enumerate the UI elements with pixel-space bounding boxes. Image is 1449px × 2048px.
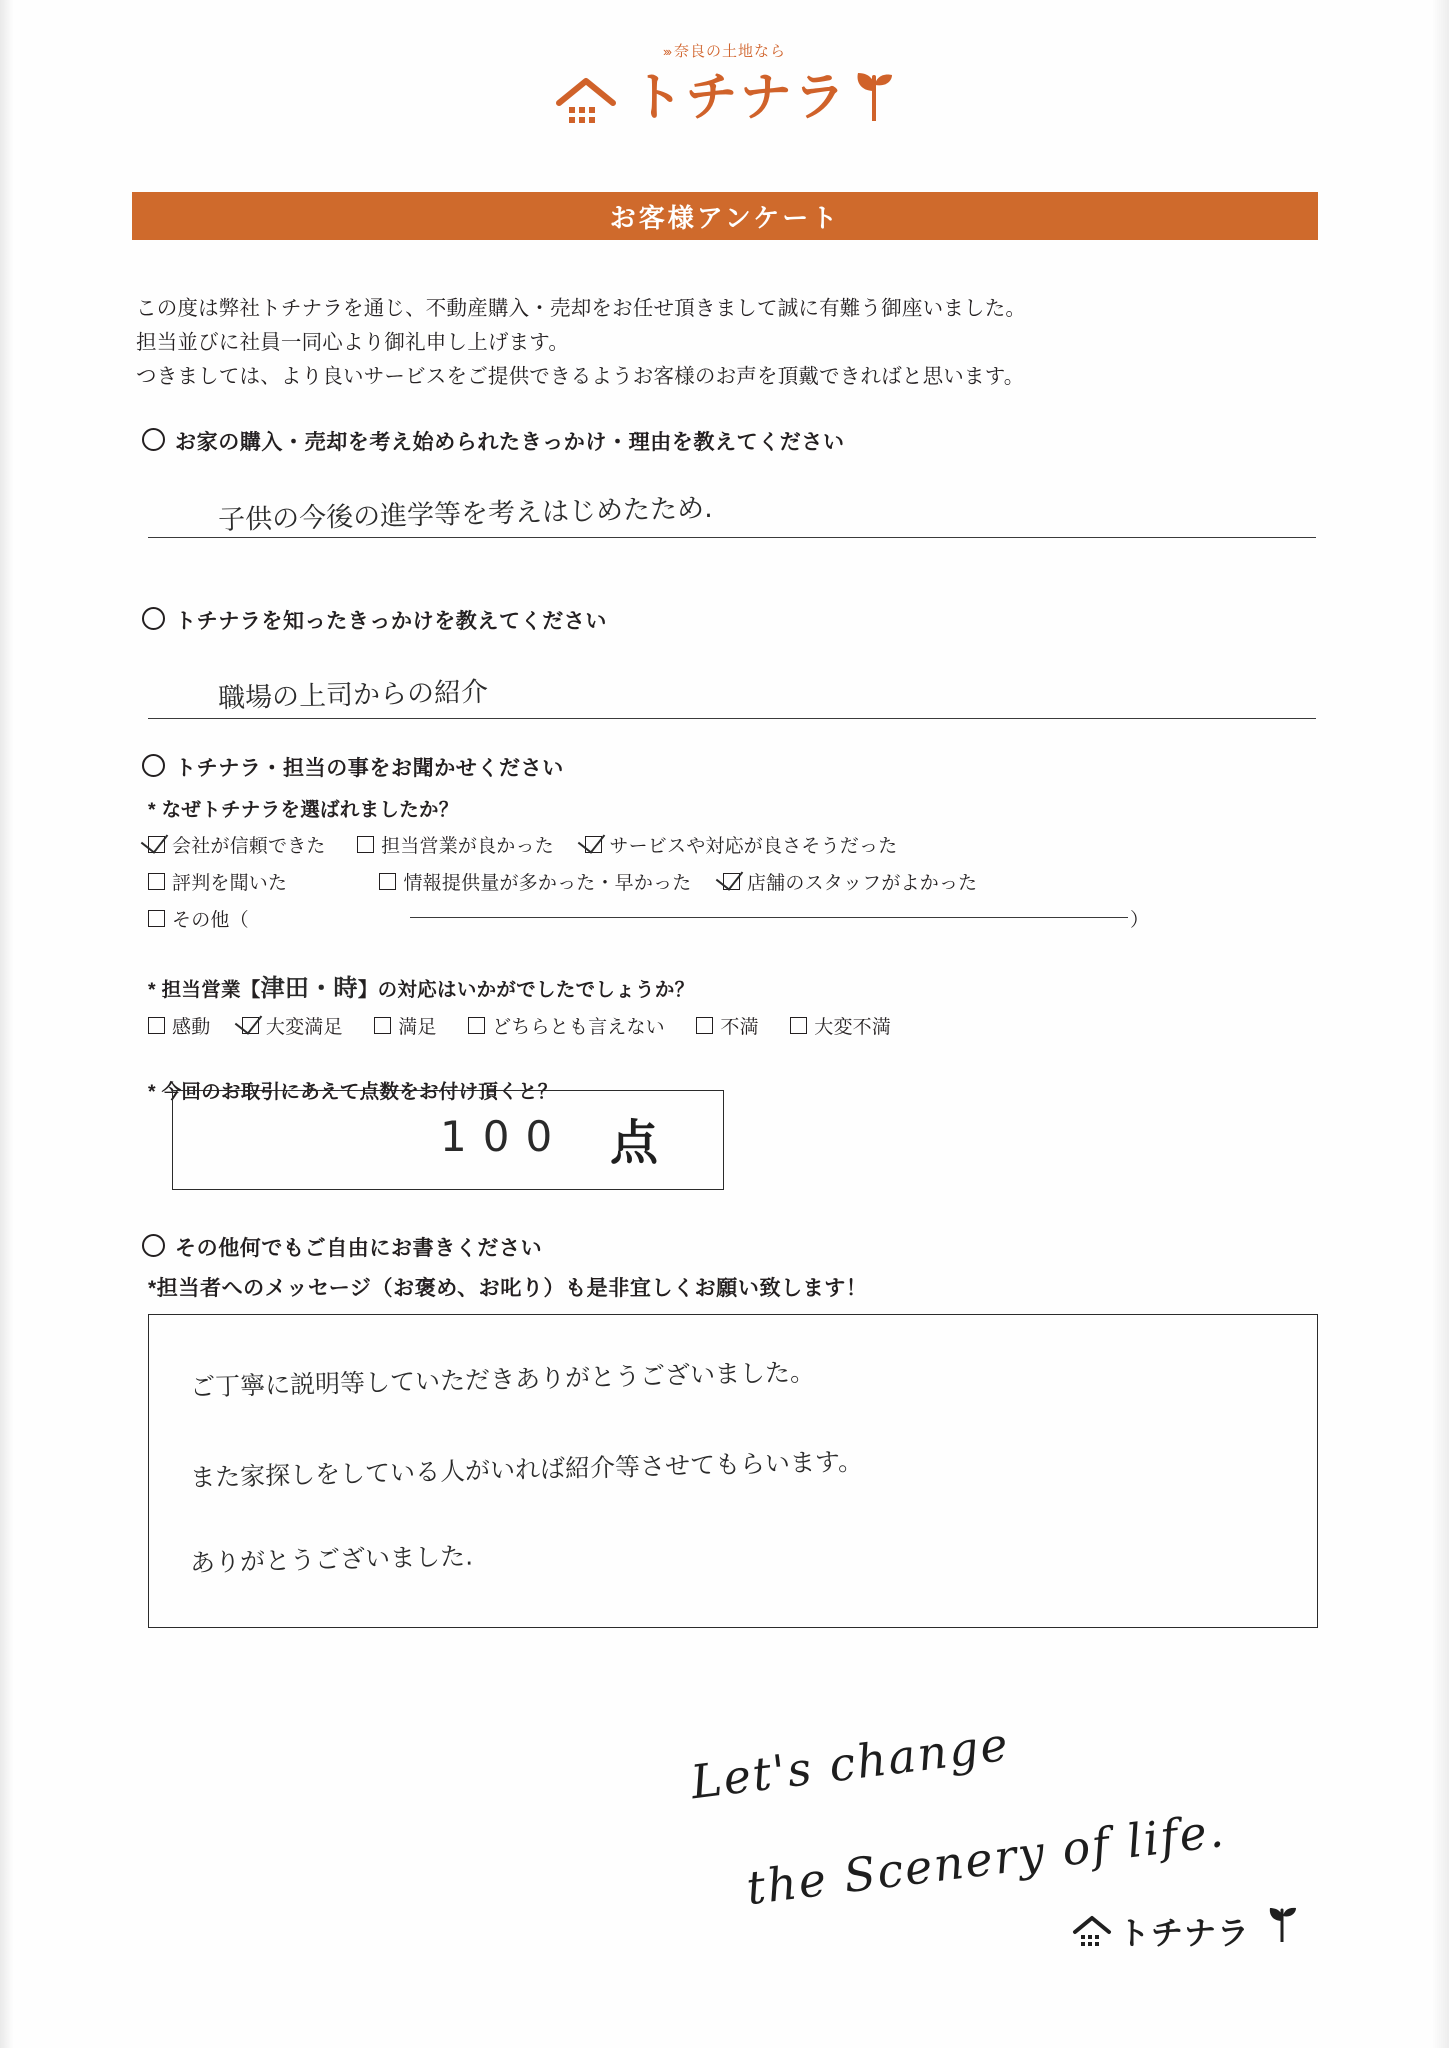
option-company-trust[interactable]: [148, 831, 326, 858]
answer-1-handwriting: 子供の今後の進学等を考えはじめたため.: [217, 492, 713, 537]
score-unit-handwriting: 点: [610, 1115, 659, 1171]
brand-logo: [0, 40, 1449, 133]
question-4-label: [142, 1232, 542, 1262]
intro-line-2: 担当並びに社員一同心より御礼申し上げます。: [136, 331, 570, 354]
other-close-paren: ）: [1130, 910, 1150, 931]
option-info-volume[interactable]: [379, 868, 691, 895]
comment-line-2: また家探しをしている人がいれば紹介等させてもらいます。: [189, 1446, 864, 1493]
checkbox-icon[interactable]: [374, 1017, 391, 1034]
chevron-icon: ›››: [662, 44, 670, 59]
checkbox-icon[interactable]: [468, 1017, 485, 1034]
checkbox-checked-icon[interactable]: [723, 873, 740, 890]
question-3-text: トチナラ・担当の事をお聞かせください: [175, 757, 564, 780]
question-3-label: [142, 752, 564, 782]
question-2-text: トチナラを知ったきっかけを教えてください: [175, 610, 607, 633]
checkbox-checked-icon[interactable]: [242, 1017, 259, 1034]
option-label: 大変不満: [814, 1017, 892, 1038]
brand-tagline: [0, 40, 1449, 61]
why-choose-options-row-3: [148, 905, 275, 932]
question-4-text: その他何でもご自由にお書きください: [175, 1237, 543, 1260]
house-roof-icon: [555, 73, 617, 123]
scan-edge-left: [0, 0, 14, 2048]
sub-2-suffix: 】の対応はいかがでしたでしょうか？: [357, 979, 695, 1001]
option-other[interactable]: [148, 905, 249, 932]
option-label: その他（: [172, 910, 249, 931]
checkbox-icon[interactable]: [148, 873, 165, 890]
other-answer-line: [410, 917, 1128, 918]
footer-signature-line-1: Let's change: [687, 1716, 1013, 1810]
option-label: 評判を聞いた: [172, 873, 288, 894]
footer-signature-line-2: the Scenery of life.: [743, 1802, 1229, 1916]
house-roof-icon: [1072, 1912, 1112, 1946]
checkbox-checked-icon[interactable]: [148, 836, 165, 853]
checkbox-icon[interactable]: [148, 910, 165, 927]
option-label: サービスや対応が良さそうだった: [609, 836, 898, 857]
satisfaction-options: [148, 1012, 917, 1039]
circle-bullet-icon: [142, 1234, 165, 1257]
leaf-icon: [1268, 1906, 1298, 1942]
question-4-note: *担当者へのメッセージ（お褒め、お叱り）も是非宜しくお願い致します！: [148, 1277, 868, 1300]
footer-logo: [1072, 1906, 1322, 1958]
intro-line-1: この度は弊社トチナラを通じ、不動産購入・売却をお任せ頂きまして誠に有難う御座いました。: [136, 297, 1027, 320]
option-satisfied[interactable]: [374, 1012, 436, 1039]
checkbox-icon[interactable]: [379, 873, 396, 890]
comment-line-3: ありがとうございました.: [189, 1541, 474, 1578]
question-3-sub-1: * なぜトチナラを選ばれましたか？: [148, 799, 459, 821]
checkbox-checked-icon[interactable]: [585, 836, 602, 853]
option-dissatisfied[interactable]: [696, 1012, 758, 1039]
sub-2-prefix: * 担当営業【: [148, 979, 261, 1001]
option-label: 満足: [398, 1017, 437, 1038]
brand-logo-main: [553, 63, 895, 133]
checkbox-icon[interactable]: [357, 836, 374, 853]
option-sales-staff-good[interactable]: [357, 831, 554, 858]
question-1-label: [142, 426, 845, 456]
score-value-handwriting: 100: [440, 1112, 569, 1161]
option-neutral[interactable]: [468, 1012, 665, 1039]
circle-bullet-icon: [142, 607, 165, 630]
intro-paragraph: [136, 292, 1316, 394]
leaf-icon: [854, 71, 896, 121]
option-service-good[interactable]: [585, 831, 897, 858]
option-kando[interactable]: [148, 1012, 210, 1039]
checkbox-icon[interactable]: [790, 1017, 807, 1034]
option-very-dissatisfied[interactable]: [790, 1012, 891, 1039]
option-label: 情報提供量が多かった・早かった: [403, 873, 692, 894]
checkbox-icon[interactable]: [148, 1017, 165, 1034]
why-choose-options-row-2: [148, 868, 1003, 895]
brand-tagline-text: 奈良の土地なら: [673, 43, 786, 60]
option-label: 会社が信頼できた: [172, 836, 326, 857]
option-very-satisfied[interactable]: [242, 1012, 343, 1039]
option-label: 担当営業が良かった: [381, 836, 554, 857]
sales-rep-name-handwriting: 津田・時: [260, 974, 358, 1002]
option-heard-reputation[interactable]: [148, 868, 348, 895]
circle-bullet-icon: [142, 428, 165, 451]
option-label: 店舗のスタッフがよかった: [746, 873, 978, 894]
circle-bullet-icon: [142, 754, 165, 777]
option-shop-staff-good[interactable]: [723, 868, 977, 895]
question-1-text: お家の購入・売却を考え始められたきっかけ・理由を教えてください: [175, 431, 845, 454]
page-title: お客様アンケート: [132, 192, 1318, 240]
question-3-sub-2: [148, 968, 694, 1003]
option-label: 不満: [720, 1017, 759, 1038]
option-label: どちらとも言えない: [492, 1017, 665, 1038]
option-label: 大変満足: [265, 1017, 343, 1038]
question-2-label: [142, 605, 607, 635]
answer-2-handwriting: 職場の上司からの紹介: [217, 676, 489, 715]
comment-line-1: ご丁寧に説明等していただきありがとうございました。: [189, 1357, 816, 1402]
scan-edge-right: [1431, 0, 1449, 2048]
answer-line-1: [148, 537, 1316, 538]
why-choose-options-row-1: [148, 831, 923, 858]
footer-logo-text: トチナラ: [1118, 1915, 1251, 1951]
checkbox-icon[interactable]: [696, 1017, 713, 1034]
question-3-sub-3: * 今回のお取引にあえて点数をお付け頂くと？: [148, 1081, 558, 1103]
option-label: 感動: [172, 1017, 211, 1038]
answer-line-2: [148, 718, 1316, 719]
intro-line-3: つきましては、より良いサービスをご提供できるようお客様のお声を頂戴できればと思います。: [136, 365, 1025, 388]
brand-name: トチナラ: [631, 69, 848, 127]
